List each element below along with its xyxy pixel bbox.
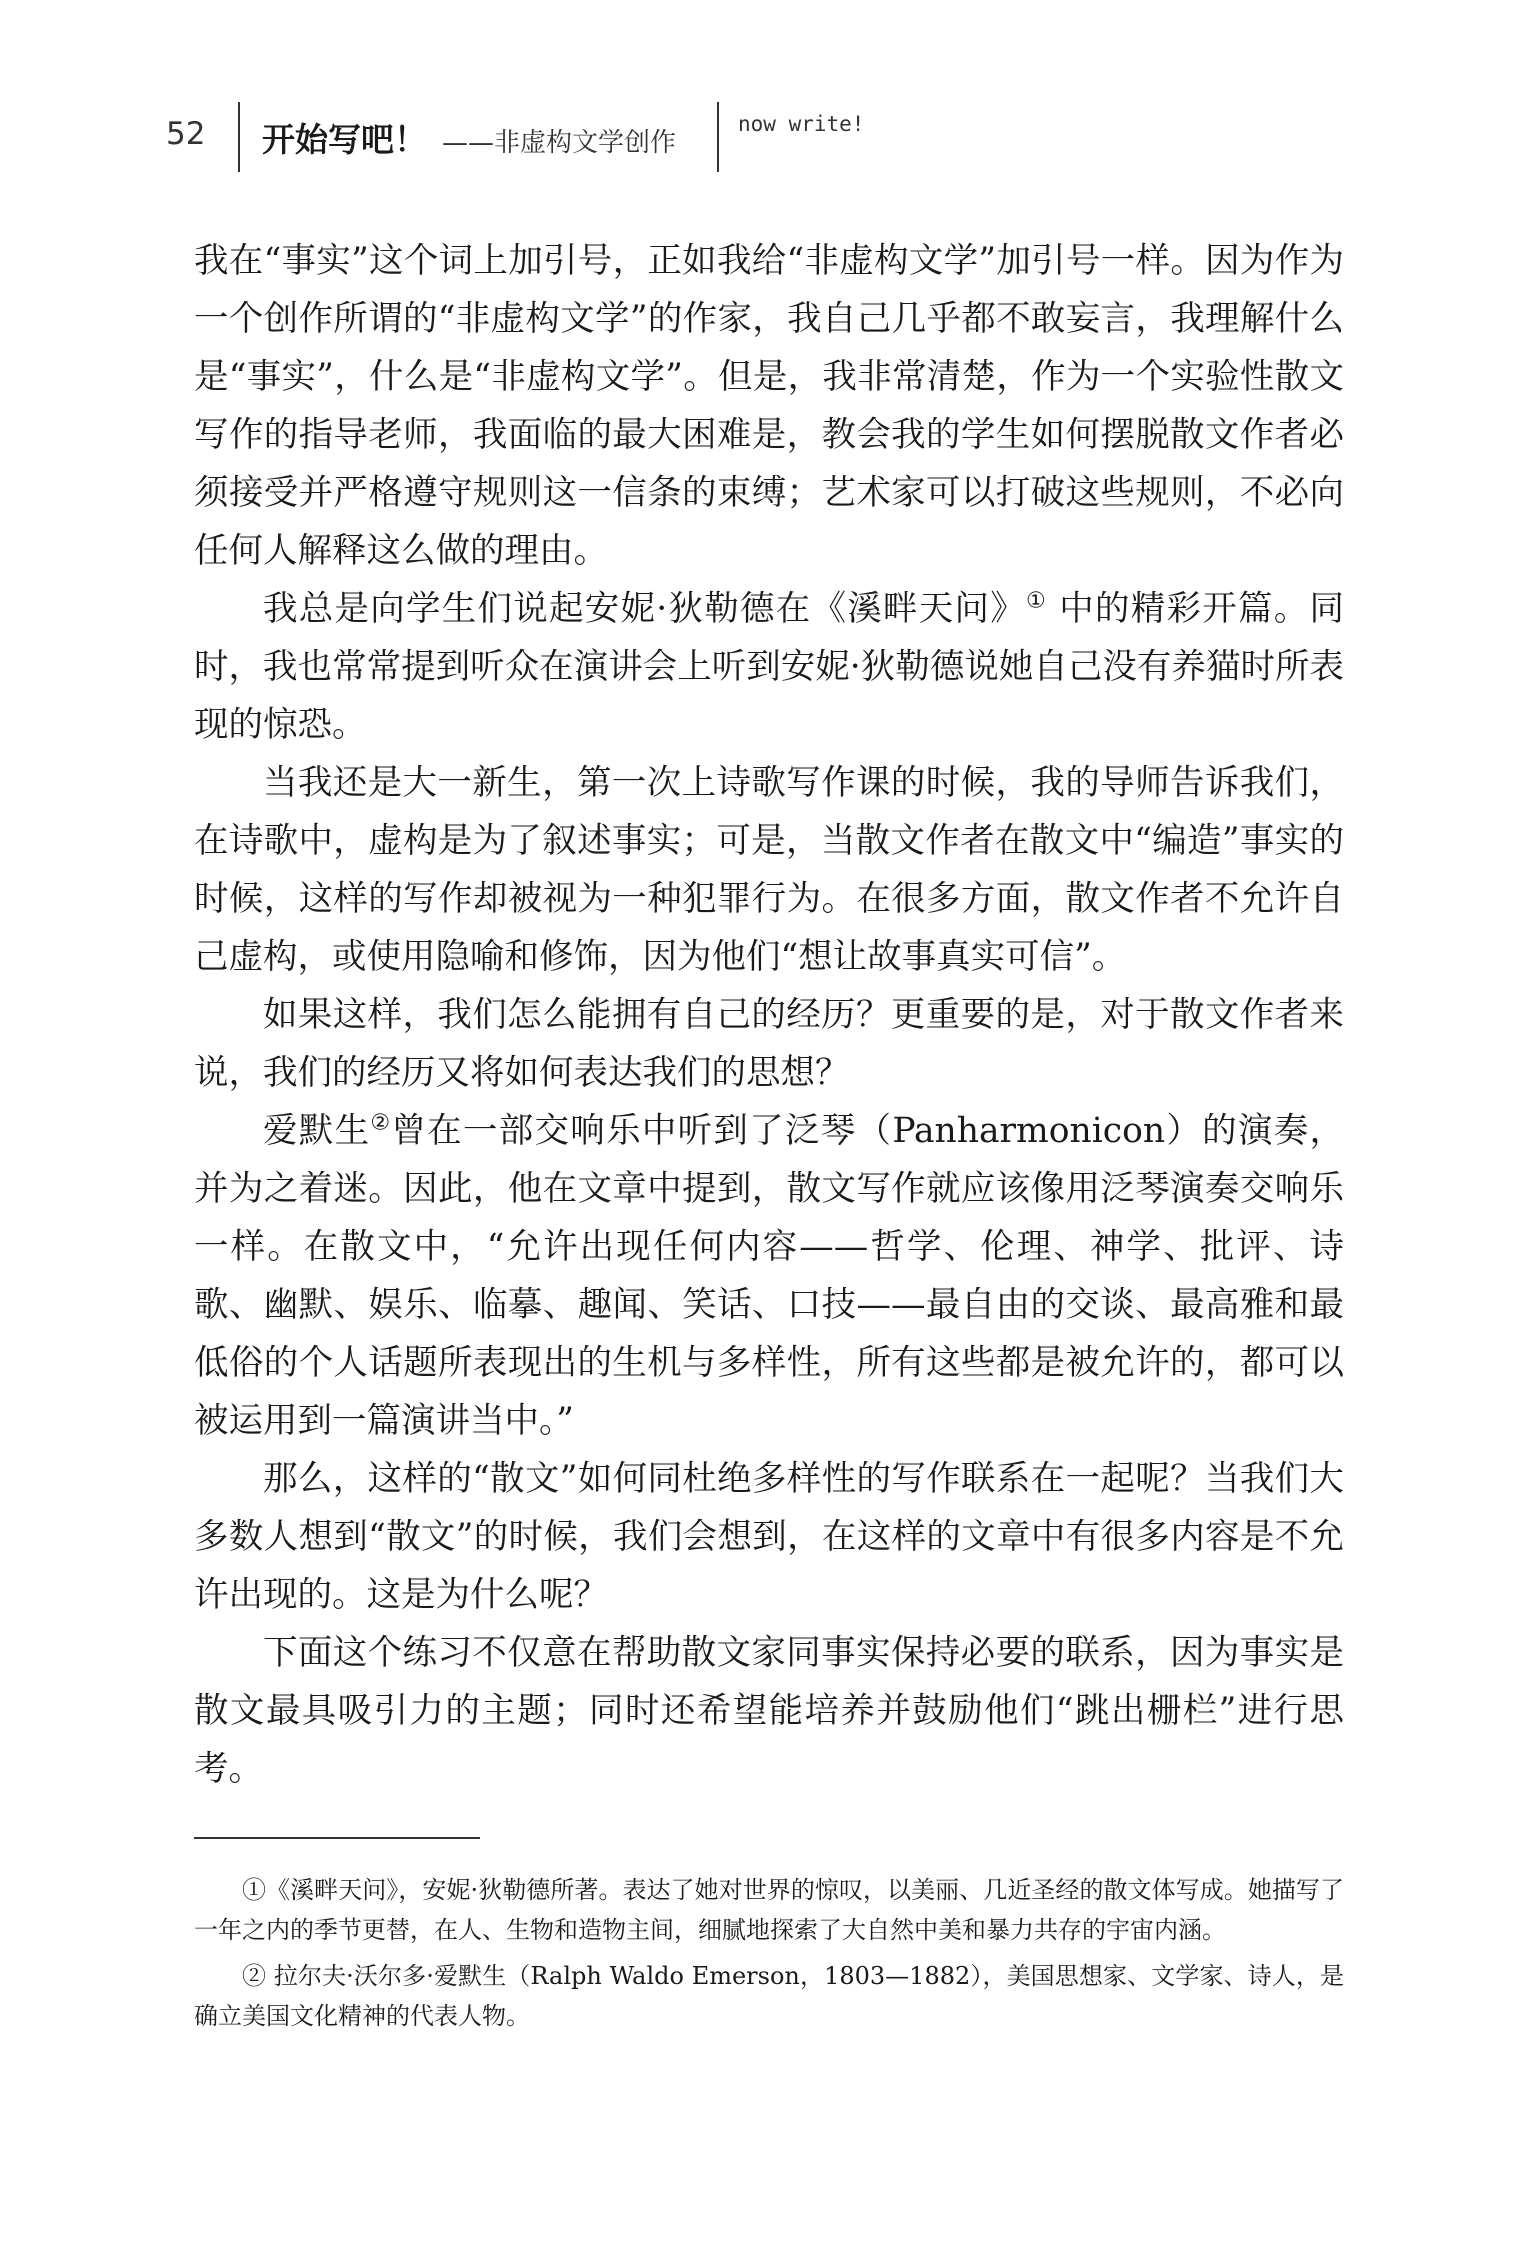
footnote-divider (194, 1837, 480, 1839)
footnotes (194, 1870, 1344, 2042)
paragraph-text: 爱默生 (263, 1111, 371, 1151)
footnote-reference[interactable]: ① (1026, 588, 1048, 614)
paragraph: 那么，这样的“散文”如何同杜绝多样性的写作联系在一起呢？当我们大多数人想到“散文”的时候，我们会想到，在这样的文章中有很多内容是不允许出现的。这是为什么呢？ (194, 1459, 1344, 1615)
paragraph-text: 曾在一部交响乐中听到了泛琴（Panharmonicon）的演奏，并为之着迷。因此，他在文章中提到，散文写作就应该像用泛琴演奏交响乐一样。在散文中，“允许出现任何内容——哲学、伦理、神学、批评、诗歌、幽默、娱乐、临摹、趣闻、笑话、口技——最自由的交谈、最高雅和最低俗的个人话题所表现出的生机与多样性，所有这些都是被允许的，都可以被运用到一篇演讲当中。” (194, 1111, 1345, 1441)
book-title: 开始写吧！ (262, 120, 427, 159)
paragraph: 如果这样，我们怎么能拥有自己的经历？更重要的是，对于散文作者来说，我们的经历又将如何表达我们的思想？ (194, 995, 1344, 1093)
paragraph: 我在“事实”这个词上加引号，正如我给“非虚构文学”加引号一样。因为作为一个创作所谓的“非虚构文学”的作家，我自己几乎都不敢妄言，我理解什么是“事实”，什么是“非虚构文学”。但是，我非常清楚，作为一个实验性散文写作的指导老师，我面临的最大困难是，教会我的学生如何摆脱散文作者必须接受并严格遵守规则这一信条的束缚；艺术家可以打破这些规则，不必向任何人解释这么做的理由。 (194, 241, 1344, 571)
paragraph: 下面这个练习不仅意在帮助散文家同事实保持必要的联系，因为事实是散文最具吸引力的主题；同时还希望能培养并鼓励他们“跳出栅栏”进行思考。 (194, 1633, 1344, 1789)
footnote: ② 拉尔夫·沃尔多·爱默生（Ralph Waldo Emerson，1803—1882），美国思想家、文学家、诗人，是确立美国文化精神的代表人物。 (194, 1962, 1344, 2030)
book-subtitle: ——非虚构文学创作 (442, 128, 677, 158)
header-divider (238, 102, 240, 172)
paragraph (194, 1102, 1344, 1450)
footnote-reference[interactable]: ② (370, 1110, 392, 1136)
series-name: now write! (738, 112, 865, 136)
body-text (194, 232, 1344, 1798)
footnote: ①《溪畔天问》，安妮·狄勒德所著。表达了她对世界的惊叹，以美丽、几近圣经的散文体写成。她描写了一年之内的季节更替，在人、生物和造物主间，细腻地探索了大自然中美和暴力共存的宇宙内涵。 (194, 1876, 1344, 1944)
page-number: 52 (166, 116, 206, 152)
paragraph (194, 580, 1344, 754)
header-divider (717, 102, 719, 172)
paragraph-text: 中的精彩开篇。同时，我也常常提到听众在演讲会上听到安妮·狄勒德说她自己没有养猫时所表现的惊恐。 (194, 589, 1345, 745)
running-header (160, 98, 1060, 178)
paragraph: 当我还是大一新生，第一次上诗歌写作课的时候，我的导师告诉我们，在诗歌中，虚构是为了叙述事实；可是，当散文作者在散文中“编造”事实的时候，这样的写作却被视为一种犯罪行为。在很多方面，散文作者不允许自己虚构，或使用隐喻和修饰，因为他们“想让故事真实可信”。 (194, 763, 1344, 977)
paragraph-text: 我总是向学生们说起安妮·狄勒德在《溪畔天问》 (263, 589, 1027, 629)
